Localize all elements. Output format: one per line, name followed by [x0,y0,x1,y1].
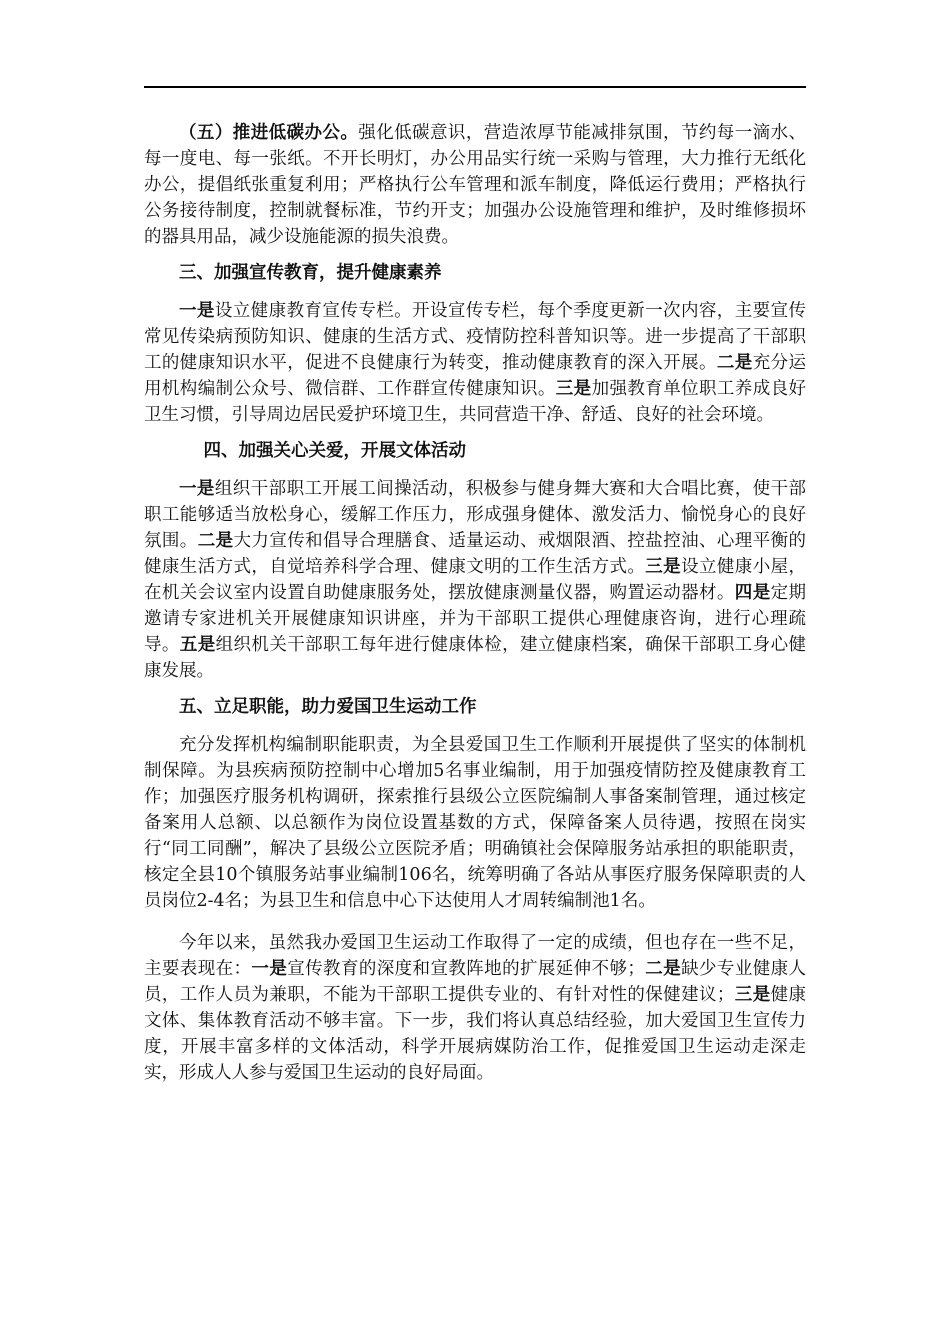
paragraph-institutional: 充分发挥机构编制职能职责，为全县爱国卫生工作顺利开展提供了坚实的体制机制保障。为县疾病预防控制中心增加5名事业编制，用于加强疫情防控及健康教育工作；加强医疗服务机构调研，探索推行县级公立医院编制人事备案制管理，通过核定备案用人总额、以总额作为岗位设置基数的方式，保障备案人员待遇，按照在岗实行“同工同酬”，解决了县级公立医院矛盾；明确镇社会保障服务站承担的职能职责，核定全县10个镇服务站事业编制106名，统筹明确了各站从事医疗服务保障职责的人员岗位2-4名；为县卫生和信息中心下达使用人才周转编制池1名。 [144,735,806,911]
bold-marker: 三是 [645,557,682,577]
paragraph-text: 健康文体、集体教育活动不够丰富。下一步，我们将认真总结经验，加大爱国卫生宣传力度，开展丰富多样的文体活动，科学开展病媒防治工作，促推爱国卫生运动走深走实，形成人人参与爱国卫生运动的良好局面。 [144,985,807,1083]
bold-marker: 一是 [179,301,215,321]
section-heading-5: 五、立足职能，助力爱国卫生运动工作 [179,697,477,717]
paragraph-text: 加强教育单位职工养成良好卫生习惯，引导周边居民爱护环境卫生，共同营造干净、舒适、良好的社会环境。 [144,379,807,425]
paragraph-text: 大力宣传和倡导合理膳食、适量运动、戒烟限酒、控盐控油、心理平衡的健康生活方式，自觉培养科学合理、健康文明的工作生活方式。 [144,531,807,577]
header-rule [144,86,806,88]
bold-marker: 四是 [734,583,771,603]
document-body [144,120,806,1096]
bold-marker: 二是 [716,353,753,373]
bold-marker: 三是 [555,379,592,399]
bold-marker: 三是 [734,985,771,1005]
paragraph-text: 定期邀请专家进机关开展健康知识讲座，并为干部职工提供心理健康咨询，进行心理疏导。 [144,583,807,655]
bold-marker: 二是 [197,531,234,551]
paragraph-summary [144,930,806,1086]
paragraph-text: 宣传教育的深度和宣教阵地的扩展延伸不够； [287,959,645,979]
paragraph-low-carbon [144,120,806,250]
paragraph-health-education [144,298,806,428]
bold-marker: 二是 [644,959,682,979]
paragraph-text: 今年以来，虽然我办爱国卫生运动工作取得了一定的成绩，但也存在一些不足，主要表现在： [144,933,806,979]
paragraph-care-activities [144,476,806,684]
section-heading-4: 四、加强关心关爱，开展文体活动 [203,441,466,461]
section-heading-3: 三、加强宣传教育，提升健康素养 [179,263,442,283]
paragraph-text: 充分运用机构编制公众号、微信群、工作群宣传健康知识。 [144,353,807,399]
bold-marker: 一是 [251,959,288,979]
bold-marker: 一是 [179,479,215,499]
paragraph-lead: （五）推进低碳办公。 [179,123,359,143]
paragraph-text: 设立健康小屋，在机关会议室内设置自助健康服务处，摆放健康测量仪器，购置运动器材。 [144,557,807,603]
paragraph-text: 强化低碳意识，营造浓厚节能减排氛围，节约每一滴水、每一度电、每一张纸。不开长明灯，办公用品实行统一采购与管理，大力推行无纸化办公，提倡纸张重复利用；严格执行公车管理和派车制度，降低运行费用；严格执行公务接待制度，控制就餐标准，节约开支；加强办公设施管理和维护，及时维修损坏的器具用品，减少设施能源的损失浪费。 [144,123,806,247]
paragraph-text: 组织机关干部职工每年进行健康体检，建立健康档案，确保干部职工身心健康发展。 [144,635,807,681]
bold-marker: 五是 [179,635,216,655]
paragraph-text: 缺少专业健康人员，工作人员为兼职，不能为干部职工提供专业的、有针对性的保健建议； [144,959,807,1005]
paragraph-text: 设立健康教育宣传专栏。开设宣传专栏，每个季度更新一次内容，主要宣传常见传染病预防知识、健康的生活方式、疫情防控科普知识等。进一步提高了干部职工的健康知识水平，促进不良健康行为转变，推动健康教育的深入开展。 [144,301,807,373]
paragraph-text: 组织干部职工开展工间操活动，积极参与健身舞大赛和大合唱比赛，使干部职工能够适当放松身心，缓解工作压力，形成强身健体、激发活力、愉悦身心的良好氛围。 [144,479,807,551]
